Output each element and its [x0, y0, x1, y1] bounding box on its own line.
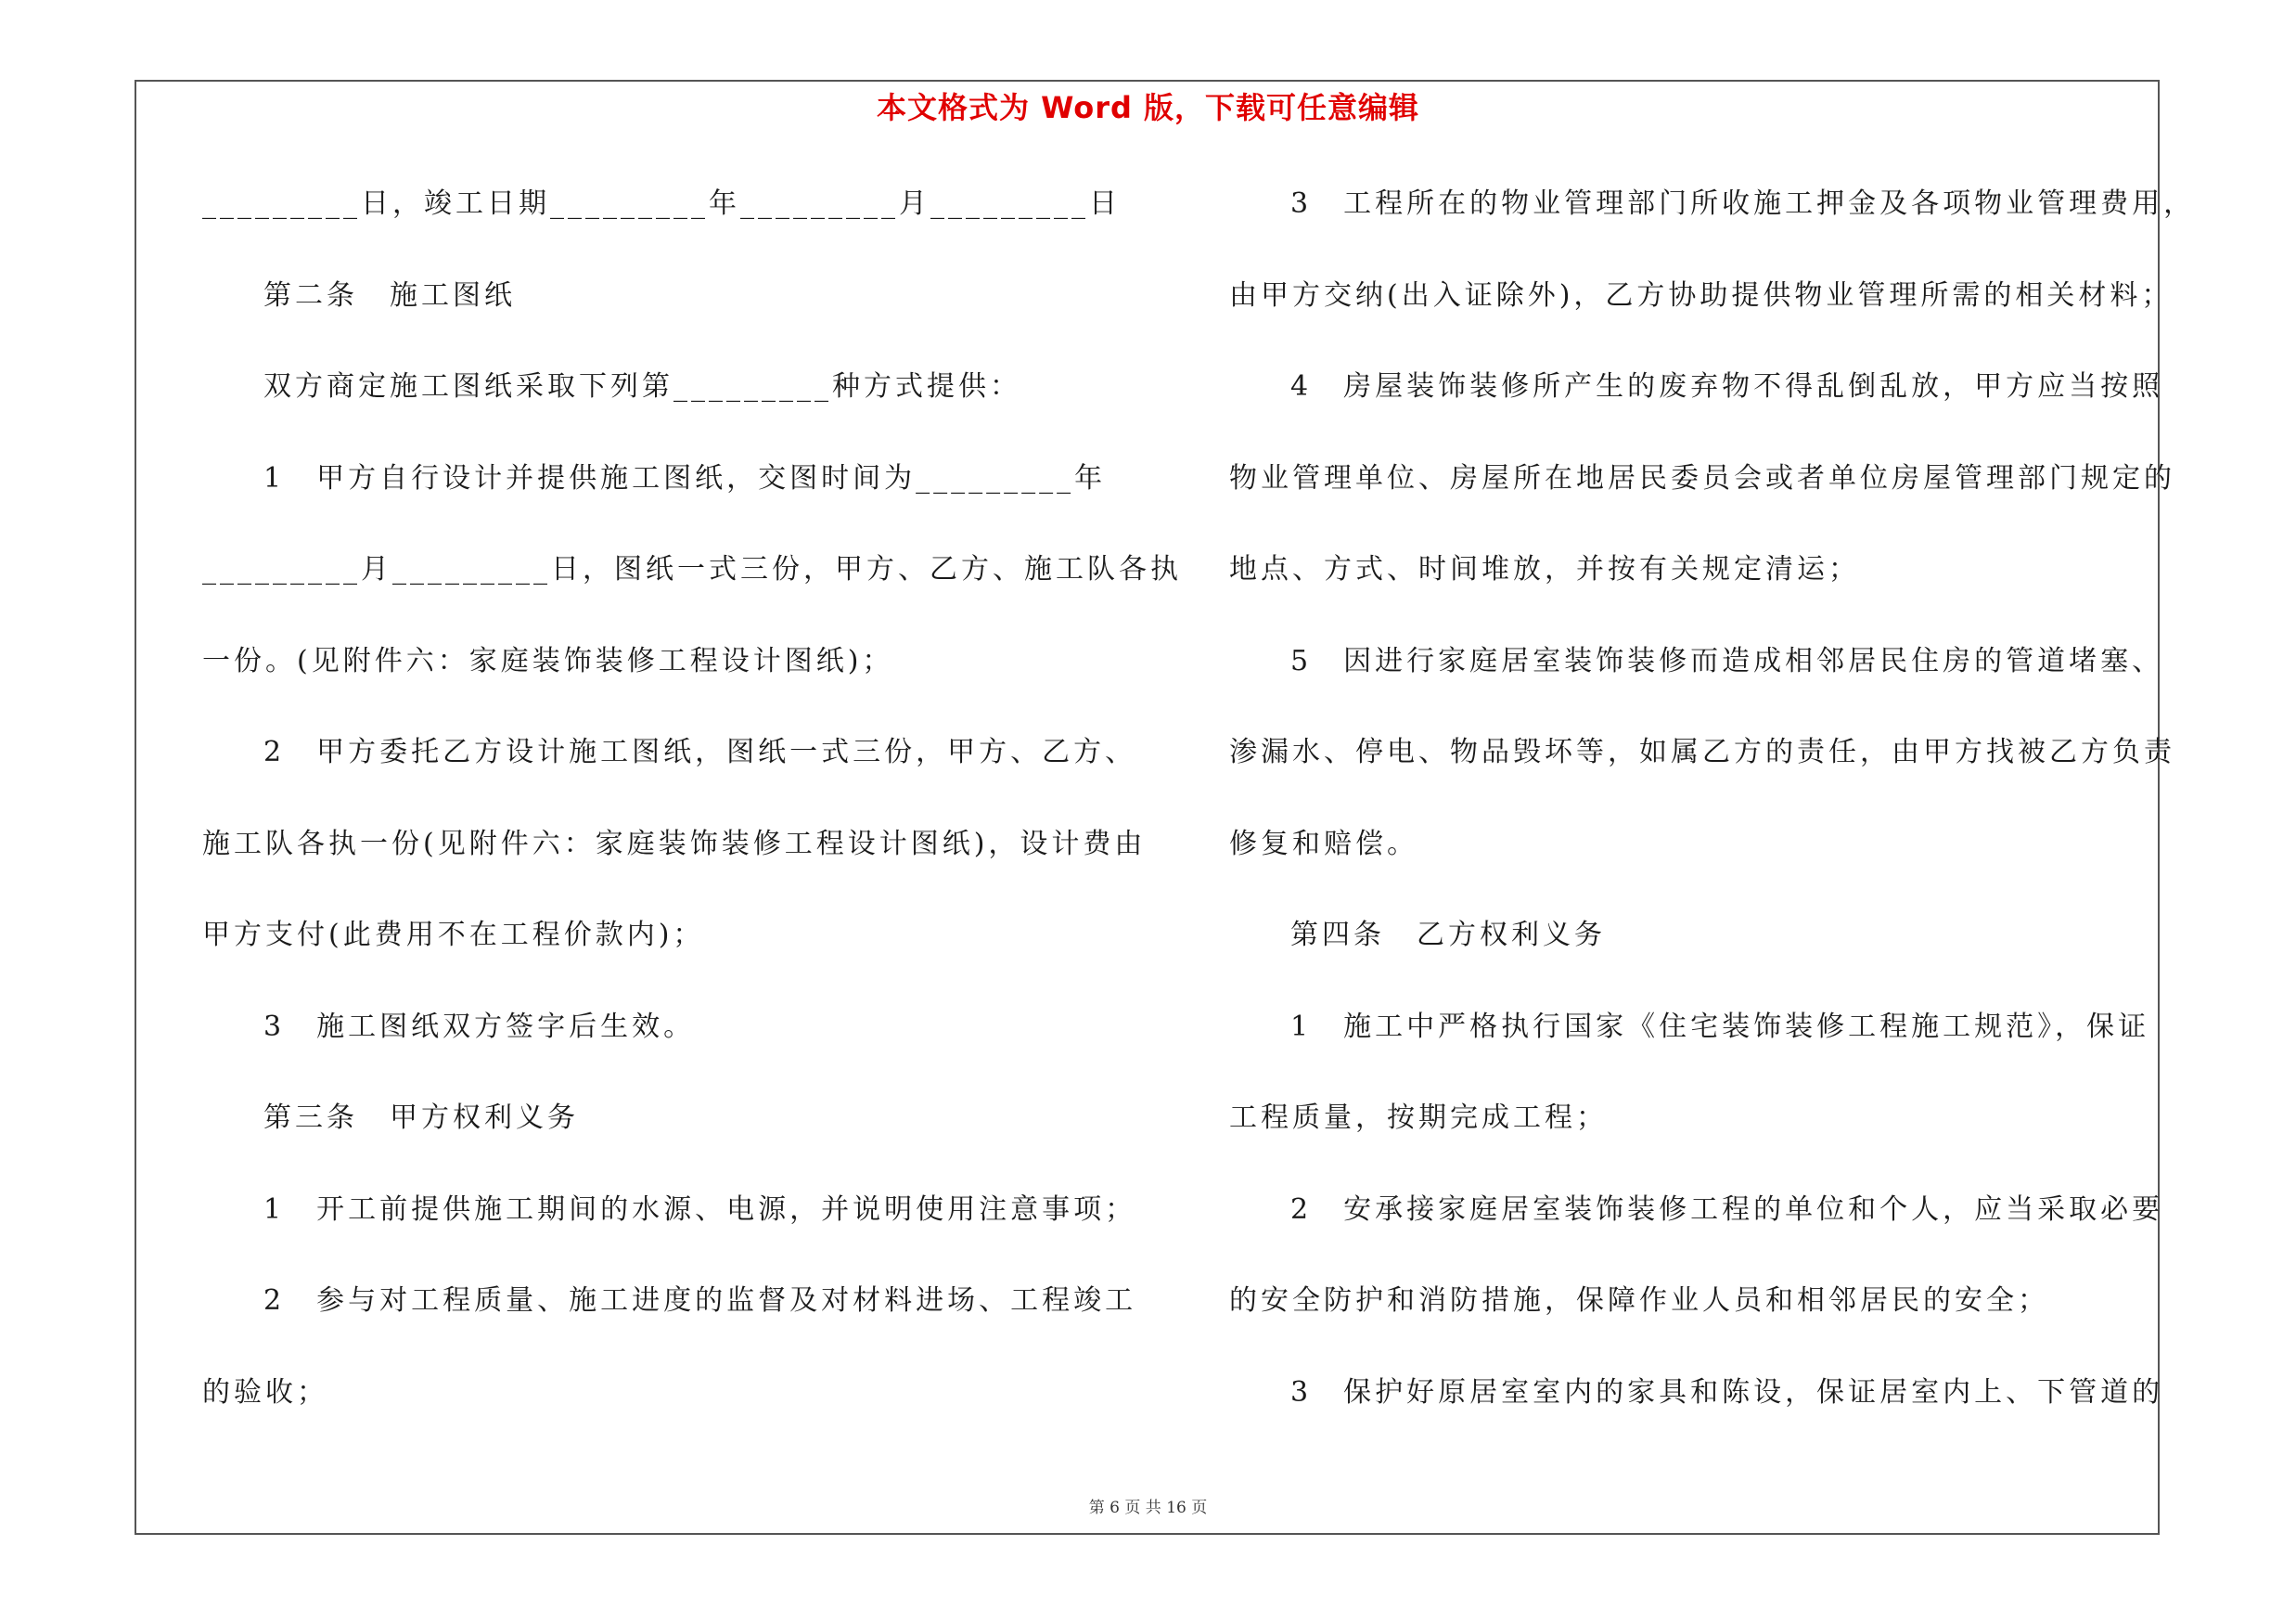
header-banner: 本文格式为 Word 版，下载可任意编辑 [876, 90, 1420, 125]
text-line: 工程质量，按期完成工程； [1229, 1101, 1608, 1134]
text-line: 一份。(见附件六：家庭装饰装修工程设计图纸)； [202, 644, 894, 677]
text-line: 甲方支付(此费用不在工程价款内)； [202, 919, 705, 951]
text-line: _________日，竣工日期_________年_________月_________日 [202, 187, 1121, 220]
text-line: 施工队各执一份(见附件六：家庭装饰装修工程设计图纸)，设计费由 [202, 827, 1147, 860]
text-line: 第四条 乙方权利义务 [1290, 919, 1606, 951]
text-line: 1 甲方自行设计并提供施工图纸，交图时间为_________年 [263, 461, 1107, 495]
text-line: 2 安承接家庭居室装饰装修工程的单位和个人，应当采取必要 [1290, 1192, 2164, 1226]
text-line: 地点、方式、时间堆放，并按有关规定清运； [1229, 553, 1860, 586]
text-line: 4 房屋装饰装修所产生的废弃物不得乱倒乱放，甲方应当按照 [1290, 370, 2164, 403]
text-line: 1 开工前提供施工期间的水源、电源，并说明使用注意事项； [263, 1192, 1137, 1226]
text-line: 第三条 甲方权利义务 [263, 1101, 579, 1134]
text-line: 双方商定施工图纸采取下列第_________种方式提供： [263, 370, 1021, 403]
text-line: 5 因进行家庭居室装饰装修而造成相邻居民住房的管道堵塞、 [1290, 644, 2164, 677]
text-line: 渗漏水、停电、物品毁坏等，如属乙方的责任，由甲方找被乙方负责 [1229, 736, 2175, 768]
text-line: 2 参与对工程质量、施工进度的监督及对材料进场、工程竣工 [263, 1284, 1137, 1317]
text-line: 1 施工中严格执行国家《住宅装饰装修工程施工规范》，保证 [1290, 1010, 2150, 1043]
text-line: 2 甲方委托乙方设计施工图纸，图纸一式三份，甲方、乙方、 [263, 736, 1137, 768]
text-line: 3 保护好原居室室内的家具和陈设，保证居室内上、下管道的 [1290, 1375, 2164, 1409]
text-line: 的安全防护和消防措施，保障作业人员和相邻居民的安全； [1229, 1284, 2049, 1317]
text-line: _________月_________日，图纸一式三份，甲方、乙方、施工队各执 [202, 553, 1182, 586]
text-line: 3 施工图纸双方签字后生效。 [263, 1010, 696, 1043]
text-line: 第二条 施工图纸 [263, 278, 516, 312]
text-line: 修复和赔偿。 [1229, 827, 1418, 860]
text-line: 物业管理单位、房屋所在地居民委员会或者单位房屋管理部门规定的 [1229, 461, 2175, 495]
page-number: 第 6 页 共 16 页 [1088, 1499, 1208, 1517]
text-line: 3 工程所在的物业管理部门所收施工押金及各项物业管理费用， [1290, 187, 2196, 220]
text-line: 的验收； [202, 1375, 328, 1409]
text-line: 由甲方交纳(出入证除外)，乙方协助提供物业管理所需的相关材料； [1229, 278, 2174, 312]
